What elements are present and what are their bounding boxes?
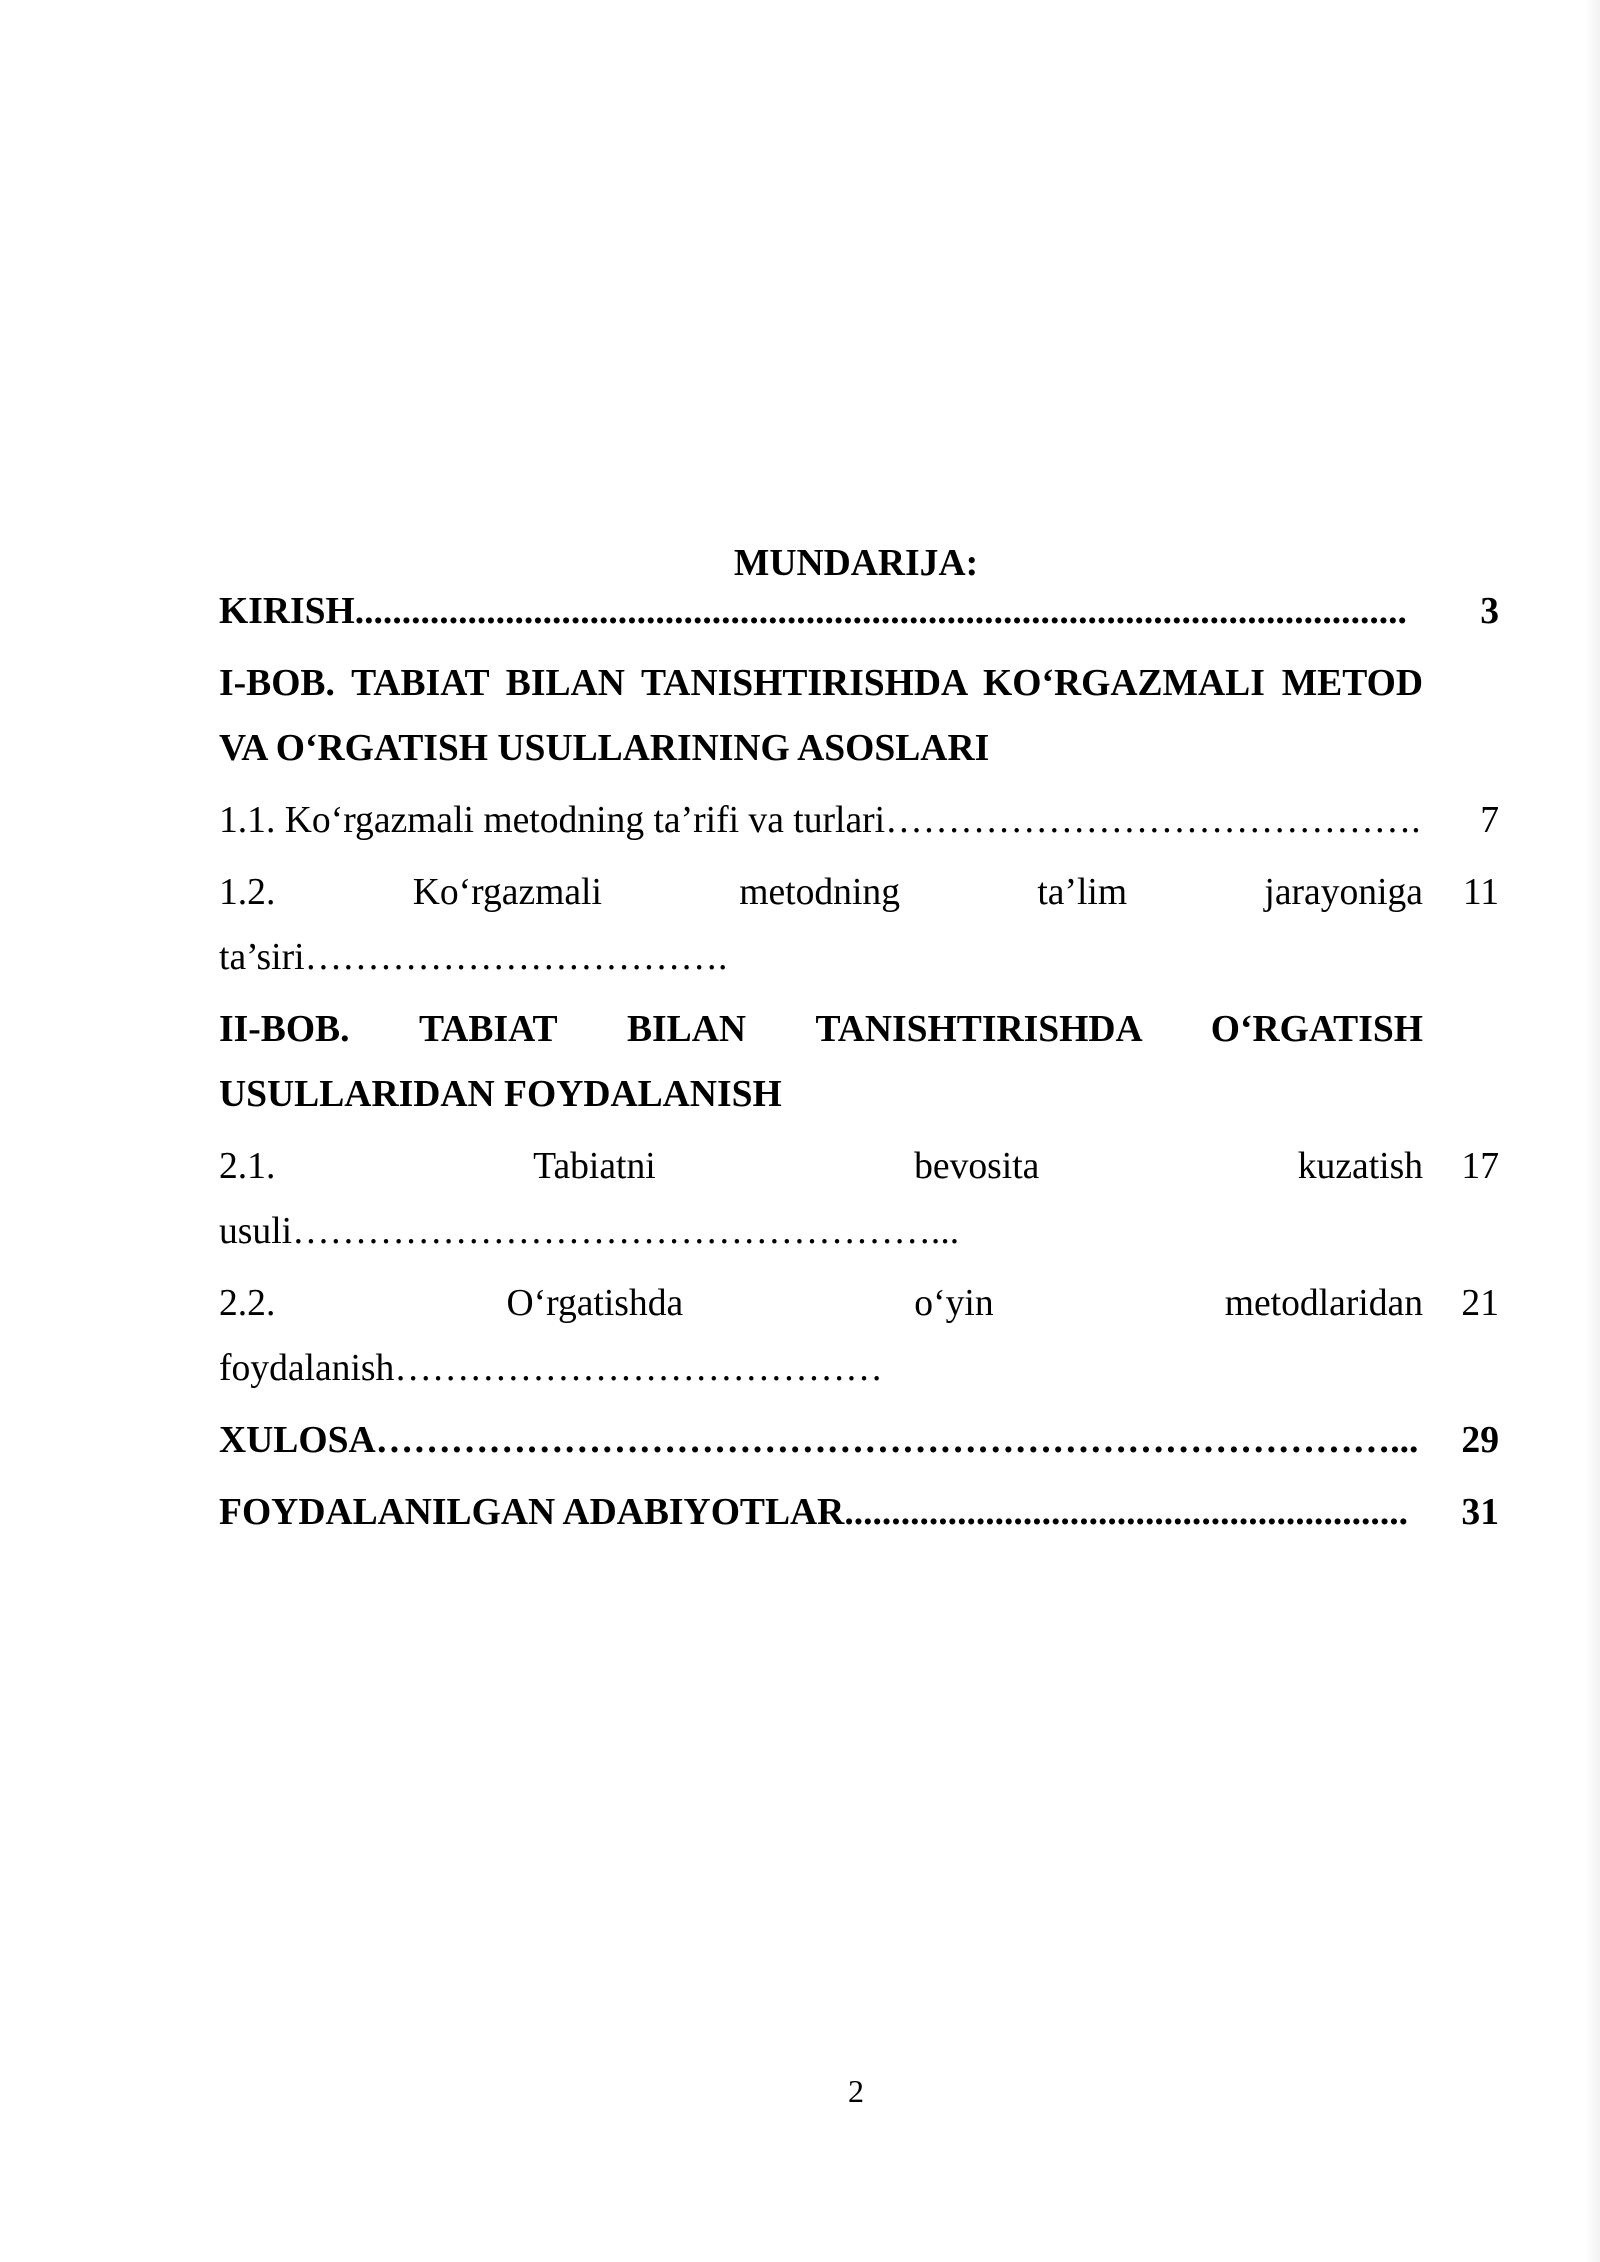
toc-entry-1-2 [219, 861, 1499, 991]
toc-page-number: 17 [1461, 1146, 1499, 1188]
toc-entry-references [219, 1481, 1499, 1546]
toc-line [219, 789, 1423, 854]
toc-page-number-empty [1423, 998, 1499, 1128]
toc-entry-title: XULOSA [219, 1420, 376, 1462]
toc-leader-dots: ………………………………………………………………………... [375, 1420, 1419, 1462]
toc-entry-conclusion [219, 1409, 1499, 1474]
toc-entry-2-2 [219, 1272, 1499, 1402]
toc-entry-label-cell [219, 1481, 1423, 1546]
toc-line [219, 1200, 1423, 1265]
toc-leader-dots: ………………………………… [394, 1347, 883, 1389]
toc-leader-dots: ............................................................ [844, 1492, 1408, 1534]
toc-entry-label-cell [219, 1135, 1423, 1265]
toc-line [219, 1337, 1423, 1402]
toc-page-number: 21 [1461, 1283, 1499, 1325]
toc-leader-dots: ……………………………………………... [292, 1210, 960, 1252]
toc-entry-label-cell [219, 1272, 1423, 1402]
toc-entry-1-1 [219, 789, 1499, 854]
toc-leader-dots: ……………………………. [304, 937, 728, 979]
toc-entry-title: foydalanish [219, 1347, 395, 1389]
toc-page-number: 3 [1480, 591, 1499, 632]
toc-entry-label-cell [219, 1409, 1423, 1474]
toc-entry-title-line: USULLARIDAN FOYDALANISH [219, 1074, 782, 1116]
toc-entry-label-cell [219, 652, 1423, 782]
toc-entry-2-1 [219, 1135, 1499, 1265]
toc-entry-title-line: I-BOB. TABIAT BILAN TANISHTIRISHDA KO‘RGAZMALI METOD [219, 663, 1423, 705]
toc-page-number-empty [1423, 652, 1499, 782]
toc-page-number: 31 [1461, 1492, 1499, 1534]
page-number: 2 [848, 2073, 864, 2109]
toc-page-number: 29 [1461, 1420, 1499, 1462]
toc-entry-title: FOYDALANILGAN ADABIYOTLAR [219, 1492, 845, 1534]
toc-leader-dots: ……………………………………. [885, 800, 1421, 842]
toc-entry-title-line: VA O‘RGATISH USULLARINING ASOSLARI [219, 727, 990, 769]
toc-line [219, 1481, 1423, 1546]
toc-entry-title: KIRISH [219, 591, 355, 632]
toc-entry-title-line: 2.1. Tabiatni bevosita kuzatish [219, 1146, 1423, 1188]
toc-entry-chapter-2 [219, 998, 1499, 1128]
toc-entry-label-cell [219, 789, 1423, 854]
toc-entry-introduction [219, 580, 1499, 645]
toc-entry-title: usuli [219, 1210, 293, 1252]
toc-entry-chapter-1 [219, 652, 1499, 782]
toc-line [219, 580, 1423, 645]
toc-leader-dots: ................................................................................................................ [354, 591, 1407, 632]
toc-entry-title-line: 2.2. O‘rgatishda o‘yin metodlaridan [219, 1283, 1423, 1325]
toc-entry-title-line: II-BOB. TABIAT BILAN TANISHTIRISHDA O‘RGATISH [219, 1009, 1423, 1051]
toc-entry-title-line: 1.2. Ko‘rgazmali metodning ta’lim jarayoniga [219, 872, 1423, 914]
toc-entry-label-cell [219, 580, 1423, 645]
toc-page-number: 11 [1462, 872, 1499, 914]
toc-entry-label-cell [219, 998, 1423, 1128]
page-edge-shadow [1584, 0, 1600, 2262]
toc-page-number: 7 [1480, 800, 1499, 842]
toc-entry-label-cell [219, 861, 1423, 991]
toc-heading: MUNDARIJA: [733, 543, 979, 584]
toc-entry-title: 1.1. Ko‘rgazmali metodning ta’rifi va turlari [219, 800, 886, 842]
toc-line [219, 926, 1423, 991]
table-of-contents [219, 580, 1499, 1553]
toc-line [219, 1409, 1423, 1474]
toc-entry-title: ta’siri [219, 937, 305, 979]
